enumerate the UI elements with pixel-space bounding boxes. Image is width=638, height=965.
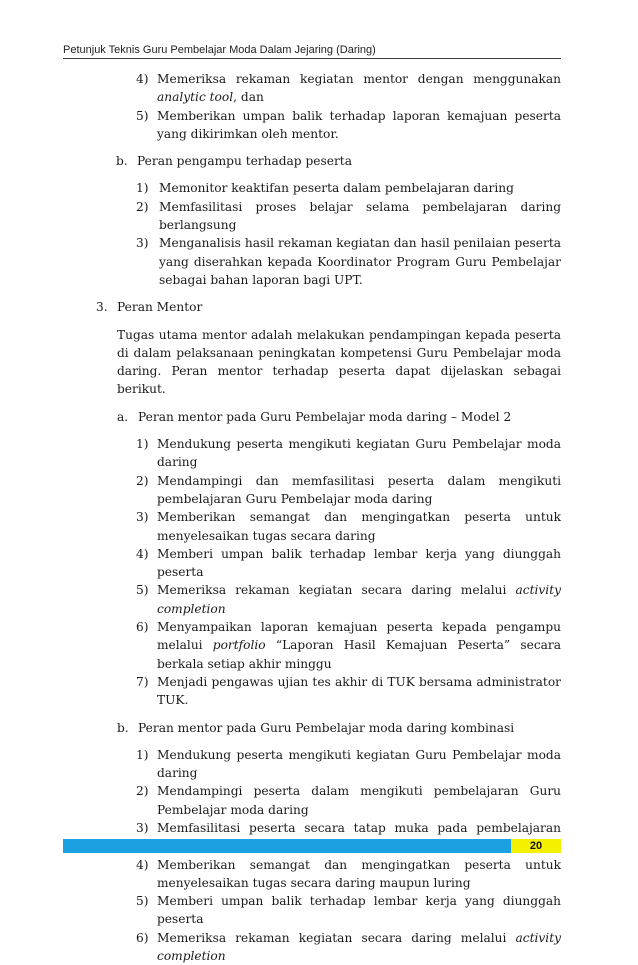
item-text: Memfasilitasi proses belajar selama pembelajaran daring berlangsung — [159, 199, 561, 233]
item-text: Menyampaikan laporan kemajuan peserta kepada pengampu melalui portfolio “Laporan Hasil Kemajuan Peserta” secara berkala setiap akhir minggu — [157, 620, 561, 671]
item-number: 2) — [136, 199, 149, 214]
item-text: Memfasilitasi peserta secara tatap muka pada pembelajaran — [157, 820, 561, 835]
list-item — [0, 673, 561, 710]
list-item — [0, 179, 561, 197]
list-item — [0, 746, 561, 783]
subsection-letter: b. — [116, 154, 128, 169]
list-item — [0, 856, 561, 893]
list-item — [0, 782, 561, 819]
item-number: 5) — [136, 894, 149, 909]
item-text: Memberikan semangat dan mengingatkan peserta untuk menyelesaikan tugas secara daring maupun luring — [157, 857, 561, 890]
item-number: 6) — [136, 930, 149, 945]
item-number: 4) — [136, 546, 149, 561]
subsection-title: Peran mentor pada Guru Pembelajar moda daring kombinasi — [138, 720, 515, 735]
section-paragraph: Tugas utama mentor adalah melakukan pendampingan kepada peserta di dalam pelaksanaan peningkatan kompetensi Guru Pembelajar moda daring. Peran mentor terhadap peserta dapat dijelaskan sebagai berikut. — [117, 327, 561, 397]
list-item — [0, 435, 561, 472]
page-number: 20 — [511, 839, 561, 853]
item-text: Memberikan umpan balik terhadap laporan kemajuan peserta yang dikirimkan oleh mentor. — [157, 108, 561, 141]
item-text: Mendukung peserta mengikuti kegiatan Guru Pembelajar moda daring — [157, 747, 561, 781]
list-mentor-model2 — [0, 435, 638, 709]
list-pengampu-mentor — [0, 70, 638, 143]
list-item — [0, 545, 561, 582]
item-number: 3) — [136, 510, 149, 525]
list-item — [0, 581, 561, 618]
item-number: 2) — [136, 473, 149, 488]
list-item — [0, 70, 561, 107]
item-text: Memeriksa rekaman kegiatan secara daring melalui activity completion — [157, 583, 561, 616]
subsection-letter: b. — [117, 720, 129, 735]
list-item — [0, 472, 561, 509]
item-text: Menganalisis hasil rekaman kegiatan dan hasil penilaian peserta yang diserahkan kepada Koordinator Program Guru Pembelajar sebagai bahan laporan bagi UPT. — [159, 236, 561, 287]
item-number: 3) — [136, 820, 149, 835]
item-text: Memonitor keaktifan peserta dalam pembelajaran daring — [159, 181, 514, 196]
subsection-title: Peran mentor pada Guru Pembelajar moda daring – Model 2 — [138, 409, 512, 424]
list-item — [0, 929, 561, 965]
header-title: Petunjuk Teknis Guru Pembelajar Moda Dalam Jejaring (Daring) — [63, 44, 376, 56]
page-content — [0, 70, 638, 965]
list-item — [0, 508, 561, 545]
item-number: 1) — [136, 181, 149, 196]
list-item — [0, 892, 561, 929]
running-header — [63, 44, 561, 59]
list-item — [0, 234, 561, 289]
item-text: Mendampingi dan memfasilitasi peserta dalam mengikuti pembelajaran Guru Pembelajar moda daring — [157, 473, 561, 506]
list-item — [0, 198, 561, 235]
list-item — [0, 107, 561, 144]
footer-bar — [63, 839, 561, 853]
section-title: Peran Mentor — [117, 300, 203, 315]
list-item — [0, 618, 561, 673]
item-text: Memberi umpan balik terhadap lembar kerja yang diunggah peserta — [157, 894, 561, 927]
subsection-heading — [0, 408, 561, 426]
subsection-heading — [0, 719, 561, 737]
item-text: Mendampingi peserta dalam mengikuti pembelajaran Guru Pembelajar moda daring — [157, 784, 561, 817]
item-text: Memberikan semangat dan mengingatkan peserta untuk menyelesaikan tugas secara daring — [157, 510, 561, 543]
item-text: Memberi umpan balik terhadap lembar kerja yang diunggah peserta — [157, 546, 561, 580]
item-number: 2) — [136, 784, 149, 799]
item-number: 5) — [136, 583, 149, 598]
item-number: 3) — [136, 236, 149, 251]
item-text: Memeriksa rekaman kegiatan mentor dengan menggunakan analytic tool, dan — [157, 72, 561, 105]
list-mentor-kombinasi — [0, 746, 638, 965]
subsection-heading — [0, 152, 561, 170]
item-number: 4) — [136, 857, 149, 872]
section-heading — [0, 298, 561, 316]
item-number: 1) — [136, 437, 149, 452]
item-number: 5) — [136, 108, 149, 123]
item-number: 7) — [136, 674, 149, 689]
list-pengampu-peserta — [0, 179, 638, 289]
item-number: 6) — [136, 620, 149, 635]
subsection-letter: a. — [117, 409, 129, 424]
item-text: Memeriksa rekaman kegiatan secara daring melalui activity completion — [157, 930, 561, 964]
item-number: 1) — [136, 747, 149, 762]
item-text: Menjadi pengawas ujian tes akhir di TUK bersama administrator TUK. — [157, 674, 561, 708]
subsection-title: Peran pengampu terhadap peserta — [137, 154, 352, 169]
section-number: 3. — [96, 300, 108, 315]
item-number: 4) — [136, 72, 149, 86]
item-text: Mendukung peserta mengikuti kegiatan Guru Pembelajar moda daring — [157, 437, 561, 470]
